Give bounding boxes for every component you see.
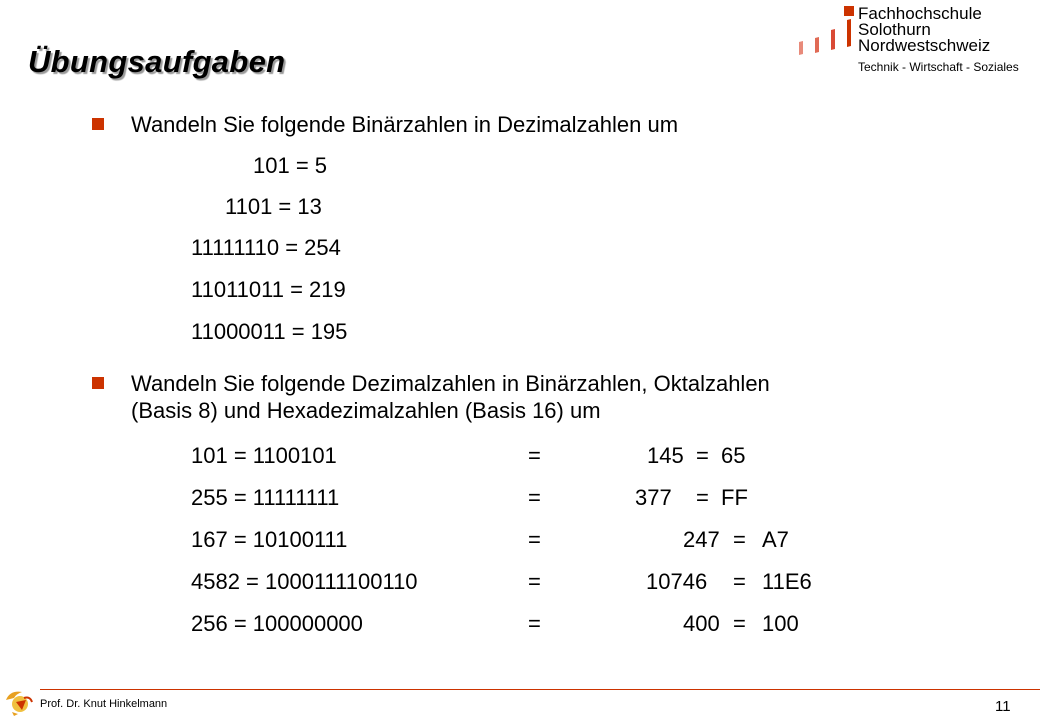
logo-bars-icon [795, 4, 857, 62]
bullet-section-1 [92, 111, 678, 138]
rooster-logo-icon [4, 688, 36, 718]
hex-value: FF [721, 485, 748, 510]
equals-sign: = [733, 611, 746, 636]
logo-line-1: Fachhochschule [858, 4, 982, 23]
octal-value: 10746 [646, 569, 708, 594]
slide-title: Übungsaufgaben [28, 44, 286, 79]
section-1-item: 101 = 5 [253, 153, 328, 178]
equals-sign: = [733, 569, 746, 594]
equals-sign: = [696, 443, 709, 468]
section-1-item: 1101 = 13 [225, 194, 322, 219]
section-2-heading-line-2: (Basis 8) und Hexadezimalzahlen (Basis 16) um [131, 398, 601, 423]
equals-sign: = [696, 485, 709, 510]
dec-bin: 4582 = 1000111100110 [191, 569, 418, 594]
fhso-logo [795, 4, 1040, 84]
bullet-section-2 [92, 370, 770, 424]
footer-author: Prof. Dr. Knut Hinkelmann [40, 698, 168, 710]
bullet-square-icon [92, 377, 104, 389]
octal-value: 247 [683, 527, 720, 552]
section-1-item: 11000011 = 195 [191, 319, 348, 344]
equals-sign: = [528, 485, 541, 510]
logo-line-4: Technik - Wirtschaft - Soziales [858, 60, 1019, 74]
hex-value: A7 [762, 527, 789, 552]
octal-value: 400 [683, 611, 720, 636]
dec-bin: 255 = 11111111 [191, 485, 340, 510]
section-1-heading: Wandeln Sie folgende Binärzahlen in Dezimalzahlen um [131, 112, 679, 137]
section-2-heading-line-1: Wandeln Sie folgende Dezimalzahlen in Binärzahlen, Oktalzahlen [131, 371, 770, 396]
bullet-square-icon [92, 118, 104, 130]
hex-value: 65 [721, 443, 746, 468]
equals-sign: = [528, 527, 541, 552]
equals-sign: = [528, 443, 541, 468]
octal-value: 377 [635, 485, 672, 510]
logo-line-3: Nordwestschweiz [858, 36, 991, 55]
logo-text [858, 6, 1019, 76]
dec-bin: 101 = 1100101 [191, 443, 337, 468]
hex-value: 11E6 [762, 569, 812, 594]
dec-bin: 167 = 10100111 [191, 527, 348, 552]
hex-value: 100 [762, 611, 799, 636]
footer-divider [40, 689, 1040, 690]
dec-bin: 256 = 100000000 [191, 611, 363, 636]
octal-value: 145 [647, 443, 684, 468]
section-1-item: 11011011 = 219 [191, 277, 346, 302]
section-1-item: 11111110 = 254 [191, 235, 341, 260]
equals-sign: = [528, 611, 541, 636]
logo-line-2: Solothurn [858, 20, 931, 39]
page-number: 11 [995, 698, 1011, 715]
section-2-heading [131, 370, 770, 424]
equals-sign: = [733, 527, 746, 552]
equals-sign: = [528, 569, 541, 594]
